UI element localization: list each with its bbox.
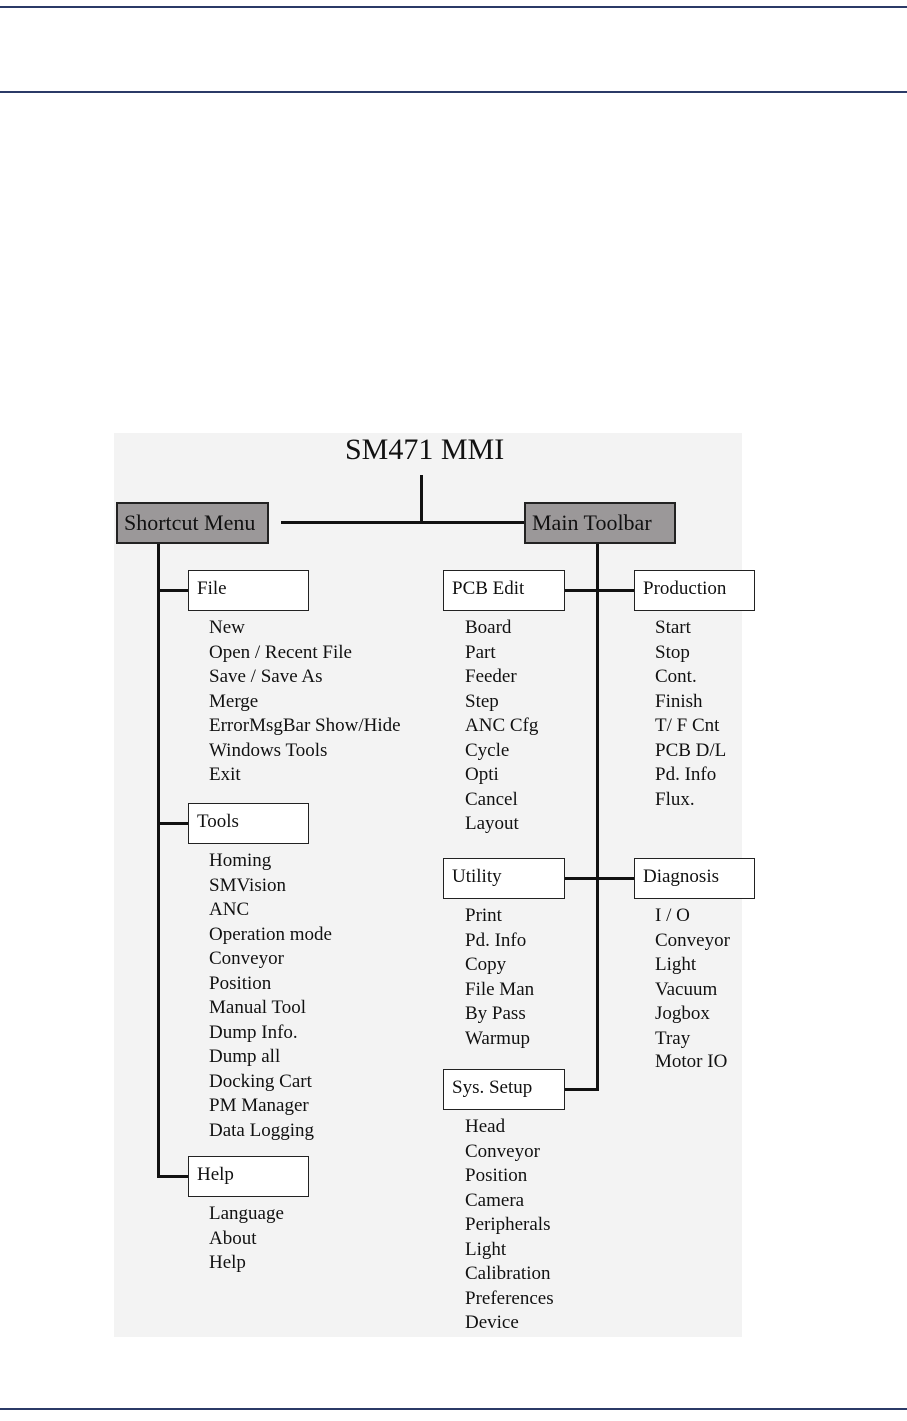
file-menu-box: File: [188, 570, 309, 611]
footer-rule: [0, 1408, 907, 1410]
menu-item: Pd. Info: [655, 764, 717, 785]
production-box: Production: [634, 570, 755, 611]
menu-item: New: [209, 617, 245, 638]
menu-item: Print: [465, 905, 502, 926]
menu-item: Finish: [655, 690, 703, 712]
sys-setup-branch: [564, 1088, 599, 1091]
sys-setup-items: [465, 1115, 554, 1336]
menu-item: Position: [465, 1165, 528, 1186]
menu-item: File Man: [465, 978, 535, 1000]
menu-item: Homing: [209, 850, 272, 871]
diagnosis-box: Diagnosis: [634, 858, 755, 899]
menu-item: Conveyor: [209, 948, 284, 969]
pcb-edit-items: [465, 616, 538, 837]
menu-item: Pd. Info: [465, 929, 527, 951]
help-menu-box: Help: [188, 1156, 309, 1197]
menu-item: Conveyor: [465, 1140, 540, 1162]
menu-item: Open / Recent File: [209, 641, 352, 663]
menu-item: SMVision: [209, 874, 286, 896]
root-connector: [281, 521, 524, 524]
menu-item: Step: [465, 690, 499, 712]
menu-item: Layout: [465, 813, 519, 834]
menu-item: Data Logging: [209, 1119, 315, 1141]
menu-item: Light: [655, 954, 697, 975]
menu-item: Camera: [465, 1189, 525, 1211]
menu-item: Cont.: [655, 666, 697, 687]
file-menu-items: [209, 616, 401, 788]
menu-item: Tray: [655, 1027, 691, 1049]
sys-setup-box: Sys. Setup: [443, 1069, 565, 1110]
diagnosis-items: [655, 904, 730, 1072]
title-connector: [420, 475, 423, 523]
help-branch: [157, 1175, 188, 1178]
menu-item: Language: [209, 1203, 284, 1224]
menu-item: Help: [209, 1252, 246, 1273]
menu-item: Opti: [465, 764, 499, 785]
menu-item: Feeder: [465, 666, 517, 687]
help-menu-items: [209, 1202, 284, 1276]
menu-item: Dump Info.: [209, 1021, 298, 1043]
shortcut-menu-box: Shortcut Menu: [116, 502, 269, 544]
menu-item: Preferences: [465, 1287, 554, 1309]
menu-item: Conveyor: [655, 929, 730, 951]
tools-menu-box: Tools: [188, 803, 309, 844]
menu-item: PCB D/L: [655, 739, 727, 761]
shortcut-trunk: [157, 543, 160, 1177]
menu-item: Exit: [209, 764, 241, 785]
tools-branch: [157, 822, 188, 825]
pcb-edit-box: PCB Edit: [443, 570, 565, 611]
menu-item: Manual Tool: [209, 997, 307, 1018]
menu-item: Light: [465, 1238, 507, 1260]
utility-box: Utility: [443, 858, 565, 899]
menu-item: Device: [465, 1312, 519, 1333]
main-toolbar-box: Main Toolbar: [524, 502, 676, 544]
menu-item: Part: [465, 641, 496, 663]
menu-item: Motor IO: [655, 1051, 728, 1072]
menu-item: Windows Tools: [209, 739, 328, 761]
menu-item: By Pass: [465, 1003, 526, 1024]
menu-item: Vacuum: [655, 978, 718, 1000]
menu-item: About: [209, 1227, 257, 1249]
utility-diagnosis-branch: [564, 877, 635, 880]
menu-item: Dump all: [209, 1046, 281, 1067]
production-items: [655, 616, 726, 812]
menu-item: Position: [209, 972, 272, 994]
utility-items: [465, 904, 534, 1051]
menu-item: T/ F Cnt: [655, 715, 720, 736]
menu-item: ErrorMsgBar Show/Hide: [209, 715, 401, 736]
menu-item: Head: [465, 1116, 506, 1137]
menu-item: Cycle: [465, 739, 510, 761]
menu-item: Save / Save As: [209, 666, 323, 687]
menu-item: Cancel: [465, 788, 518, 810]
menu-item: ANC: [209, 899, 250, 920]
menu-item: Copy: [465, 954, 507, 975]
menu-item: Start: [655, 617, 691, 638]
menu-item: PM Manager: [209, 1095, 309, 1116]
menu-item: Merge: [209, 690, 259, 712]
top-rule: [0, 6, 907, 8]
menu-item: Stop: [655, 641, 690, 663]
menu-item: Jogbox: [655, 1003, 710, 1024]
menu-item: I / O: [655, 905, 690, 926]
menu-item: ANC Cfg: [465, 715, 539, 736]
tools-menu-items: [209, 849, 332, 1143]
menu-item: Warmup: [465, 1027, 530, 1049]
menu-item: Peripherals: [465, 1214, 551, 1235]
toolbar-trunk: [596, 543, 599, 1090]
diagram-title: SM471 MMI: [345, 433, 505, 466]
pcb-production-branch: [564, 589, 635, 592]
menu-item: Operation mode: [209, 923, 332, 945]
header-rule: [0, 91, 907, 93]
menu-item: Calibration: [465, 1263, 551, 1284]
menu-item: Flux.: [655, 788, 695, 810]
menu-item: Docking Cart: [209, 1070, 312, 1092]
menu-item: Board: [465, 617, 512, 638]
file-branch: [157, 589, 188, 592]
